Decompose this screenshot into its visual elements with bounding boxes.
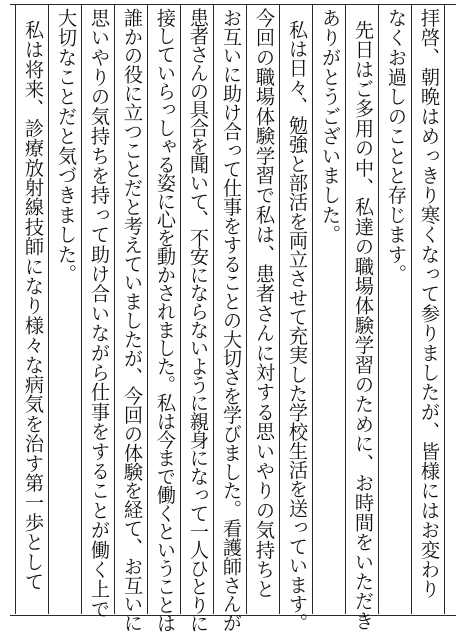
ruled-line [312, 4, 313, 614]
ruled-line [378, 4, 379, 614]
ruled-line [180, 4, 181, 614]
letter-line-future: 私は将来、診療放射線技師になり様々な病気を治す第一歩として [22, 20, 45, 592]
letter-line-greeting-end: なくお過しのことと存じます。 [385, 8, 408, 284]
ruled-line [279, 4, 280, 614]
letter-line-patients: 患者さんの具合を聞いて、不安にならないように親身になって一人ひとりに [187, 8, 210, 632]
ruled-line [246, 4, 247, 614]
ruled-line [147, 4, 148, 614]
letter-line-thanks: 先日はご多用の中、私達の職場体験学習のために、お時間をいただき [352, 20, 375, 631]
ruled-line [15, 4, 16, 614]
ruled-line [81, 4, 82, 614]
ruled-line [411, 4, 412, 614]
letter-line-learning: 今回の職場体験学習で私は、患者さんに対する思いやりの気持ちと [253, 8, 276, 599]
ruled-line [213, 4, 214, 614]
letter-line-impression: 接していらっしゃる姿に心を動かされました。私は今まで働くということは [154, 8, 177, 632]
letter-line-cooperation: お互いに助け合って仕事をすることの大切さを学びました。看護師さんが [220, 8, 243, 633]
letter-line-reflection: 誰かの役に立つことだと考えていましたが、今回の体験を経て、お互いに [121, 8, 144, 633]
letter-line-realization: 大切なことだと気づきました。 [55, 8, 78, 284]
ruled-line [114, 4, 115, 614]
letter-line-thanks-end: ありがとうございました。 [319, 8, 342, 245]
letter-line-greeting: 拝啓、朝晩はめっきり寒くなって参りましたが、皆様にはお変わり [418, 8, 441, 599]
letter-line-working: 思いやりの気持ちを持って助け合いながら仕事をすることが働く上で [88, 8, 111, 619]
ruled-line [345, 4, 346, 614]
letter-line-school-life: 私は日々、勉強と部活を両立させて充実した学校生活を送っています。 [286, 20, 309, 633]
ruled-line [444, 4, 445, 614]
ruled-line [48, 4, 49, 614]
